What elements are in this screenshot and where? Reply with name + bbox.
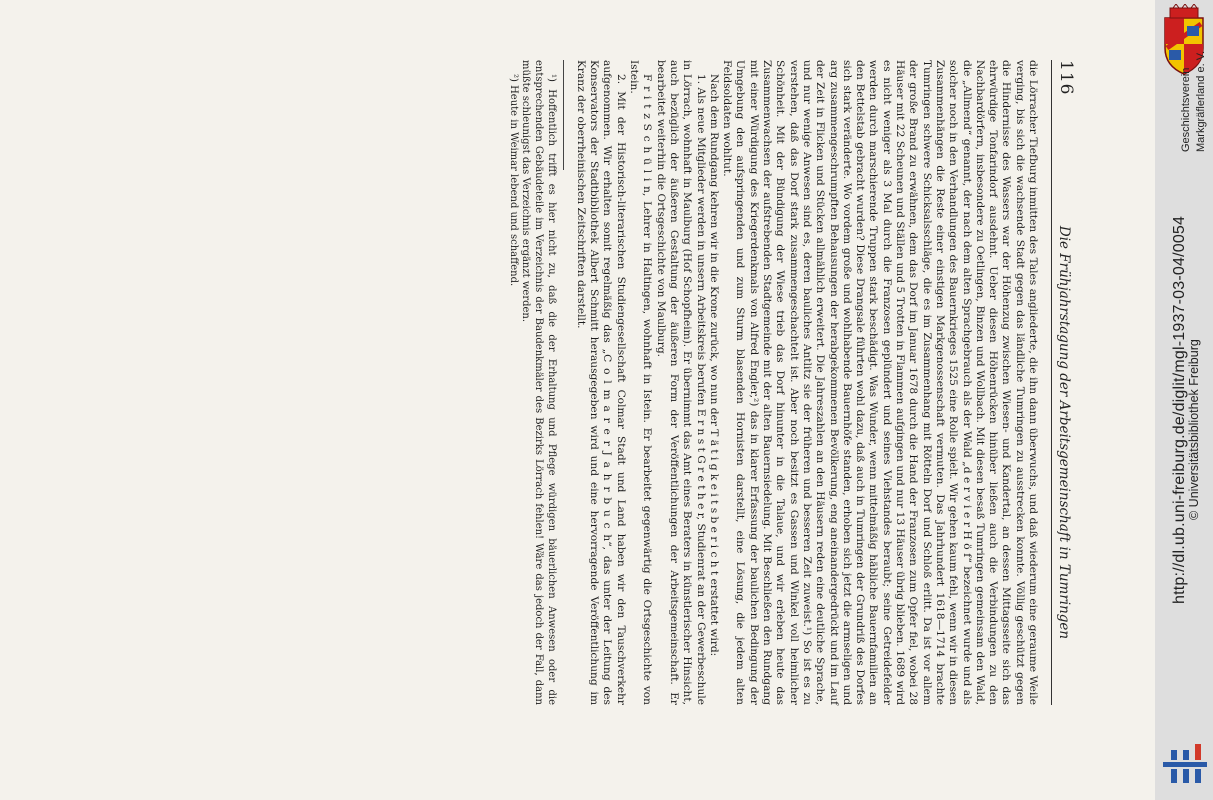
footnote-rule [563, 60, 564, 170]
org-name-line1: Geschichtsverein [1180, 67, 1192, 152]
permalink-url[interactable]: http://dl.ub.uni-freiburg.de/diglit/mgl-1937-03-04/0054 [1171, 215, 1188, 604]
paragraph: 1. Als neue Mitglieder werden in unsern Arbeitskreis berufen E r n s t G r e t h e r, Studienrat an der Gewerbeschule in Lörrach, wohnhaft in Maulburg (Hof Schopfheim). Er übernimmt das Amt eines Beraters in künstlerischer Hinsicht, auch bezüglich der äußeren Gestaltung der äußeren Form der Veröffentlichungen der Arbeitsgemeinschaft. Er bearbeitet weiterhin die Ortsgeschichte von Maulburg. [654, 60, 707, 705]
running-head-title: Die Frühjahrstagung der Arbeitsgemeinschaft in Tumringen [1056, 225, 1072, 640]
footnote: ¹) Hoffentlich trifft es hier nicht zu, daß die der Erhaltung und Pflege würdigen bäuerlichen Anwesen oder die entsprechenden Gebäudeteile im Verzeichnis der Baudenkmäler des Bezirks Lörrach fehlen! Wäre das jedoch der Fall, dann müßte schleunigst das Verzeichnis ergänzt werden. [520, 60, 557, 705]
footnotes [506, 60, 563, 705]
org-name-line2: Markgräflerland e. V. [1195, 50, 1207, 152]
library-logo-icon [1163, 744, 1209, 784]
running-head [1051, 60, 1080, 705]
page-number: 116 [1056, 60, 1076, 96]
footnote: ²) Heute in Weimar lebend und schaffend. [507, 74, 519, 287]
paragraph: 2. Mit der Historisch-literarischen Studiengesellschaft Colmar Stadt und Land haben wir den Tauschverkehr aufgenommen. Wir erhalten somit regelmäßig das „C o l m a r e r J a h r b u c h“, das unter der Leitung des Konservators der Stadtbibliothek Albert Schmitt herausgegeben wird und eine hervorragende Veröffentlichung im Kranz der oberrheinischen Zeitschriften darstellt. [574, 60, 627, 705]
paragraph: die Lörracher Tiefburg inmitten des Tales angliederte, die ihn dann überwuchs, und daß wiederum eine geraume Weile verging, bis sich die wachsende Stadt gegen das ländliche Tumringen zu ausstrecken konnte. Völlig geschützt gegen die Hindernisse des Wassers war der Höhenzug zwischen Wiesen- und Kandertal, an dessen Mittagsseite sich das ehrwürdige Tonfarindorf ausdehnt. Ueber diesen Höhenrücken hinüber ließen auch die Verbindungen zu den Nachbardörfern, insbesondere zu Oetlingen, Binzen und Wollbach. Mit diesen besaß Tumringen gemeinsam den Wald, die „Allmend“ genannt, der nach dem alten Sprachgebrauch als der Wald „d e r v i e r H ö f“ bezeichnet wurde und als solcher noch in den Verhandlungen des Bauernkrieges 1525 eine Rolle spielt. Wir gehen kaum fehl, wenn wir in diesen Zusammenhängen die Reste einer einstigen Markgenossenschaft vermuten. Das Jahrhundert 1618—1714 brachte Tumringen schwere Schicksalsschläge, die es im Zusammenhang mit Rötteln Dorf und Schloß erlitt. Da ist vor allem der große Brand zu erwähnen, dem das Dorf im Januar 1678 durch die Hand der Franzosen zum Opfer fiel, wobei 28 Häuser mit 22 Scheunen und Ställen und 5 Trotten in Flammen aufgingen und nur 13 Häuser übrig blieben. 1689 wird es nicht weniger als 3 Mal durch die Franzosen geplündert und seines Viehstandes beraubt; seine Getreidefelder werden durch marschierende Truppen stark beschädigt. Was Wunder, wenn mittelmäßig häbliche Bauernfamilien an den Bettelstab gebracht wurden? Diese Drangsale führten wohl dazu, daß auch in Tumringen der Grundriß des Dorfes sich stark veränderte. Wo vordem große und wohlhabende Bauernhöfe standen, erhoben sich jetzt die armseligen und arg zusammengeschrumpften Behausungen der herabgekommenen Bevölkerung, eng aneinandergedrückt und im Lauf der Zeit in Flicken und Stücken allmählich erweitert. Die Jahreszahlen an den Häusern reden eine deutliche Sprache, und nur wenige Anwesen sind es, deren bauliches Antlitz sie der früheren und besseren Zeit zuweist.¹) So ist es zu verstehen, daß das Dorf stark zusammengeschachtelt ist. Aber noch besitzt es Gassen und Winkel voll heimlicher Schönheit. Mit der Bündigung der Wiese trieb das Dorf hinunter in die Talaue, und wir erleben heute das Zusammenwachsen der aufstrebenden Stadtgemeinde mit der alten Bauernsiedelung. Mit Beschließen den Rundgang mit einer Würdigung des Kriegerdenkmals von Alfred Engler,²) das in klarer Erfassung der baulichen Bedingung der Umgebung den aufspringenden und zum Sturm blasenden Hornisten darstellt, eine Lösung, die jedem alten Feldsoldaten wohltut. [721, 60, 1039, 705]
paragraph: F r i t z S c h ü l i n, Lehrer in Haltingen, wohnhaft in Istein. Er bearbeitet gegenwärtig die Ortsgeschichte von Istein. [628, 60, 654, 705]
body-text [574, 60, 1039, 705]
paragraph: Nach dem Rundgang kehren wir in die Krone zurück, wo nun der T ä t i g k e i t s b e r i c h t erstattet wird: [707, 74, 720, 657]
copyright-notice: © Universitätsbibliothek Freiburg [1187, 339, 1201, 520]
